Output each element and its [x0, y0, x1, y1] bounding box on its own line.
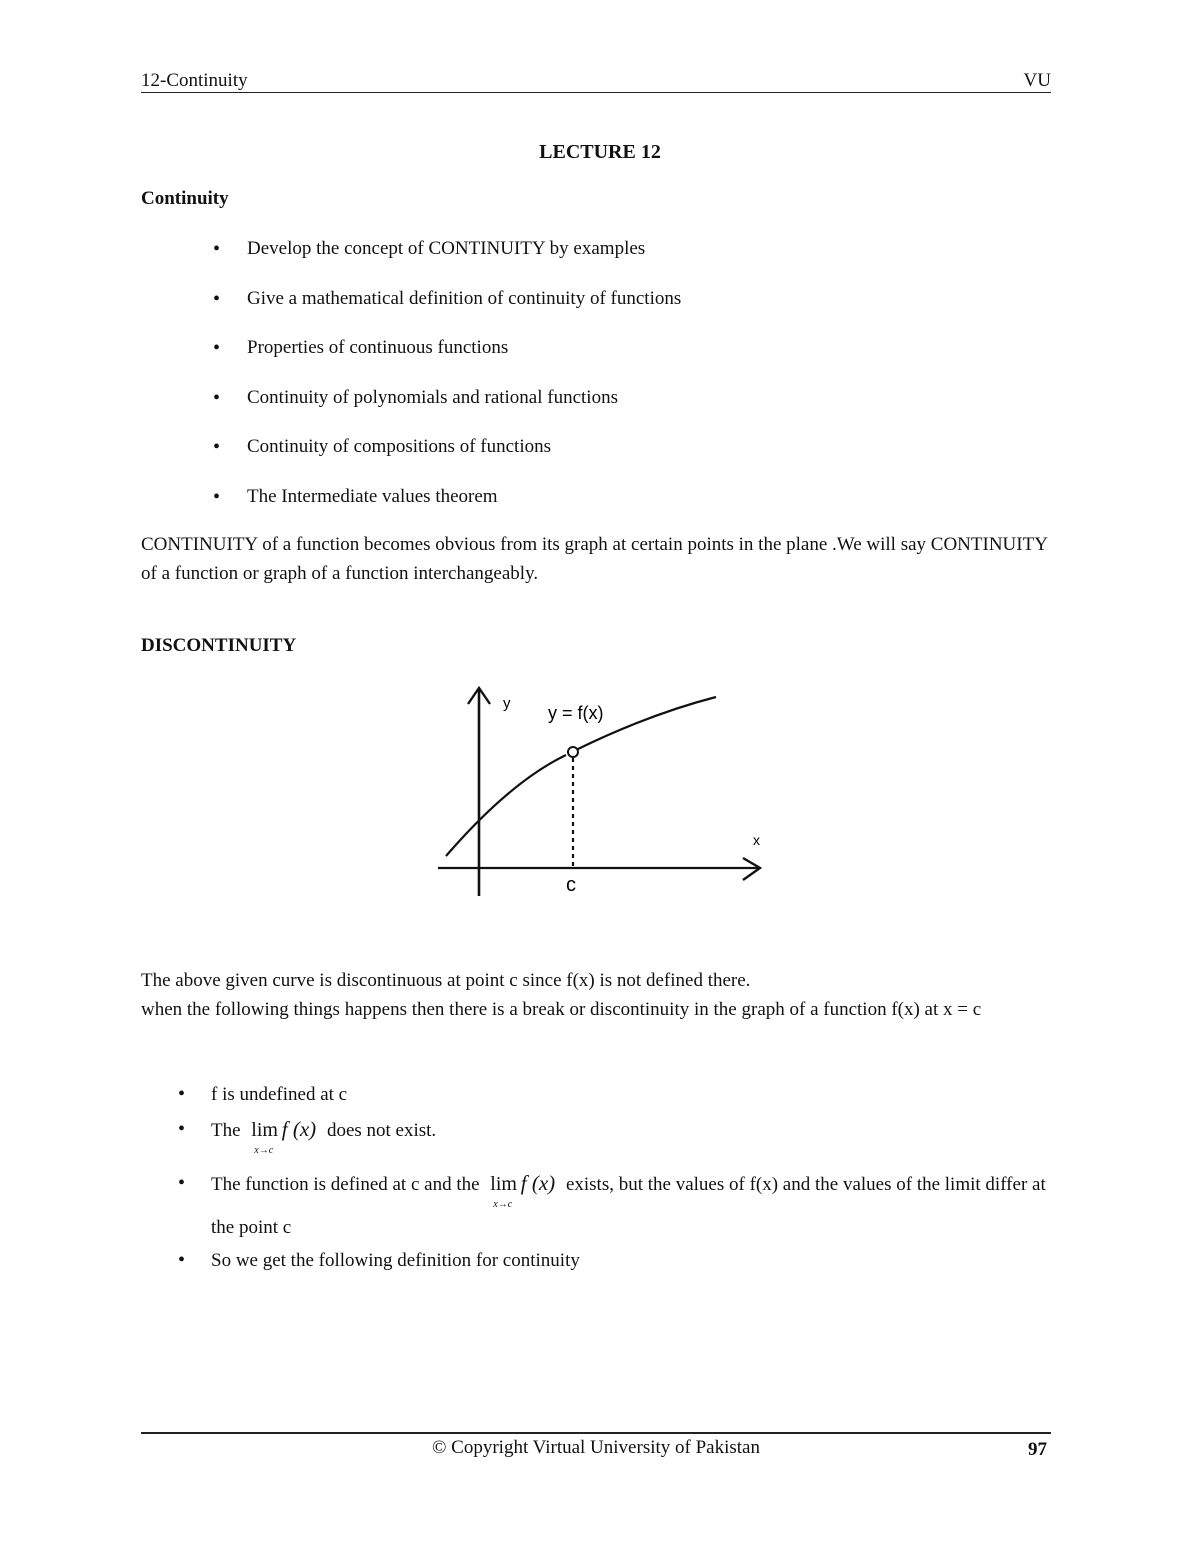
lecture-title: LECTURE 12 [539, 141, 661, 163]
discontinuity-heading: DISCONTINUITY [141, 635, 297, 656]
discontinuity-graph [430, 678, 775, 908]
list-item [141, 1246, 1051, 1275]
list-item: • Continuity of polynomials and rational functions [141, 385, 681, 435]
page-number: 97 [1028, 1439, 1047, 1460]
discontinuity-paragraph-2: when the following things happens then there is a break or discontinuity in the graph of a function f(x) at x = c [141, 999, 982, 1020]
header-institution: VU [1023, 70, 1051, 91]
copyright-text: © Copyright Virtual University of Pakistan [431, 1437, 760, 1458]
condition-text: The [211, 1120, 241, 1141]
lim-function: f (x) [281, 1117, 317, 1141]
objectives-list [141, 236, 681, 533]
hole-point [568, 747, 578, 757]
list-item: • Develop the concept of CONTINUITY by examples [141, 236, 681, 286]
lim-word: lim [251, 1119, 278, 1141]
list-item: • The Intermediate values theorem [141, 484, 681, 534]
condition-text: does not exist. [326, 1120, 437, 1141]
continuity-heading: Continuity [141, 188, 229, 209]
list-item [141, 1080, 1051, 1109]
condition-text: The function is defined at c and the [211, 1174, 480, 1195]
header-chapter: 12-Continuity [141, 70, 248, 91]
curve-label: y = f(x) [548, 703, 604, 723]
x-axis-label: x [753, 832, 760, 848]
lim-word: lim [490, 1173, 517, 1195]
lim-function: f (x) [520, 1171, 556, 1195]
function-curve [446, 755, 566, 856]
continuity-paragraph: CONTINUITY of a function becomes obvious from its graph at certain points in the plane .We will say CONTINUITY of a function or graph of a function interchangeably. [141, 534, 1048, 584]
list-item: • Continuity of compositions of functions [141, 434, 681, 484]
list-item [141, 1115, 1051, 1156]
y-axis-label: y [503, 695, 511, 712]
list-item: • Give a mathematical definition of continuity of functions [141, 286, 681, 336]
list-item [141, 1162, 1051, 1249]
condition-text: So we get the following definition for continuity [211, 1250, 580, 1271]
limit-expression [490, 1162, 556, 1210]
discontinuity-paragraph-1: The above given curve is discontinuous at point c since f(x) is not defined there. [141, 970, 751, 991]
limit-expression [251, 1115, 317, 1156]
page-footer [141, 1432, 1051, 1474]
condition-text: exists, but the values of f(x) and the values of the limit differ at the point c [211, 1174, 1046, 1238]
lim-subscript: x→c [254, 1145, 274, 1156]
lim-subscript: x→c [493, 1199, 513, 1210]
graph-svg [430, 678, 775, 908]
condition-text: f is undefined at c [211, 1084, 348, 1105]
list-item: • Properties of continuous functions [141, 335, 681, 385]
c-label: c [566, 874, 576, 896]
discontinuity-conditions [141, 1080, 1051, 1275]
page-header [141, 70, 1051, 93]
